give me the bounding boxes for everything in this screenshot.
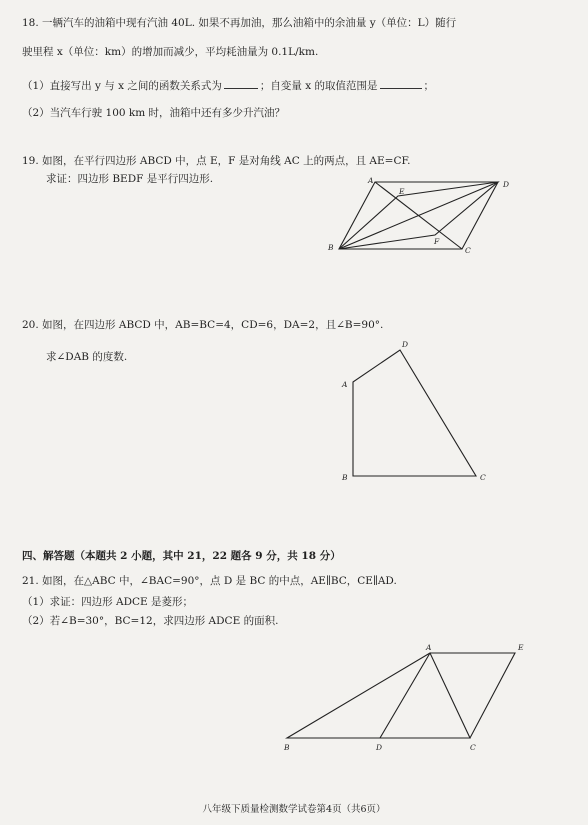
q18-part1-text-c: ； — [423, 80, 434, 92]
q18-part1-text-b: ；自变量 x 的取值范围是 — [259, 80, 378, 92]
q20-label-d: D — [402, 340, 409, 349]
q21-label-c: C — [470, 743, 476, 752]
q18-part2: （2）当汽车行驶 100 km 时，油箱中还有多少升汽油？ — [22, 107, 286, 119]
q19-label-b: B — [328, 243, 334, 252]
q21-part1: （1）求证：四边形 ADCE 是菱形； — [22, 596, 194, 608]
q21-label-d: D — [376, 743, 383, 752]
q18-line1: 18. 一辆汽车的油箱中现有汽油 40L. 如果不再加油，那么油箱中的余油量 y（单位：L）随行 — [22, 17, 457, 29]
q21-label-a: A — [426, 643, 432, 652]
q19-label-e: E — [399, 187, 405, 196]
q21-rhombus-adce — [380, 653, 515, 738]
q19-line1: 19. 如图，在平行四边形 ABCD 中，点 E，F 是对角线 AC 上的两点，且 AE=CF. — [22, 155, 411, 167]
q20-label-b: B — [342, 473, 348, 482]
q19-label-d: D — [503, 180, 510, 189]
q18-line2: 驶里程 x（单位：km）的增加而减少，平均耗油量为 0.1L/km. — [22, 46, 319, 58]
q21-label-b: B — [284, 743, 290, 752]
q21-triangle-abc — [287, 653, 470, 738]
q19-line2: 求证：四边形 BEDF 是平行四边形. — [46, 173, 214, 185]
q20-line1: 20. 如图，在四边形 ABCD 中，AB=BC=4，CD=6，DA=2，且∠B=90°. — [22, 319, 384, 331]
section-4-heading: 四、解答题（本题共 2 小题，其中 21，22 题各 9 分，共 18 分） — [22, 550, 341, 562]
q19-label-a: A — [368, 176, 374, 185]
q21-label-e: E — [518, 643, 524, 652]
q20-label-a: A — [342, 380, 348, 389]
q19-label-f: F — [434, 237, 440, 246]
q21-part2: （2）若∠B=30°，BC=12，求四边形 ADCE 的面积. — [22, 615, 279, 627]
q20-label-c: C — [480, 473, 486, 482]
q18-part1-text-a: （1）直接写出 y 与 x 之间的函数关系式为 — [22, 80, 222, 92]
q20-line2: 求∠DAB 的度数. — [46, 351, 128, 363]
q19-label-c: C — [465, 246, 471, 255]
q21-line1: 21. 如图，在△ABC 中，∠BAC=90°，点 D 是 BC 的中点，AE∥BC，CE∥AD. — [22, 575, 397, 587]
page-footer: 八年级下质量检测数学试卷第4页（共6页） — [202, 804, 386, 815]
